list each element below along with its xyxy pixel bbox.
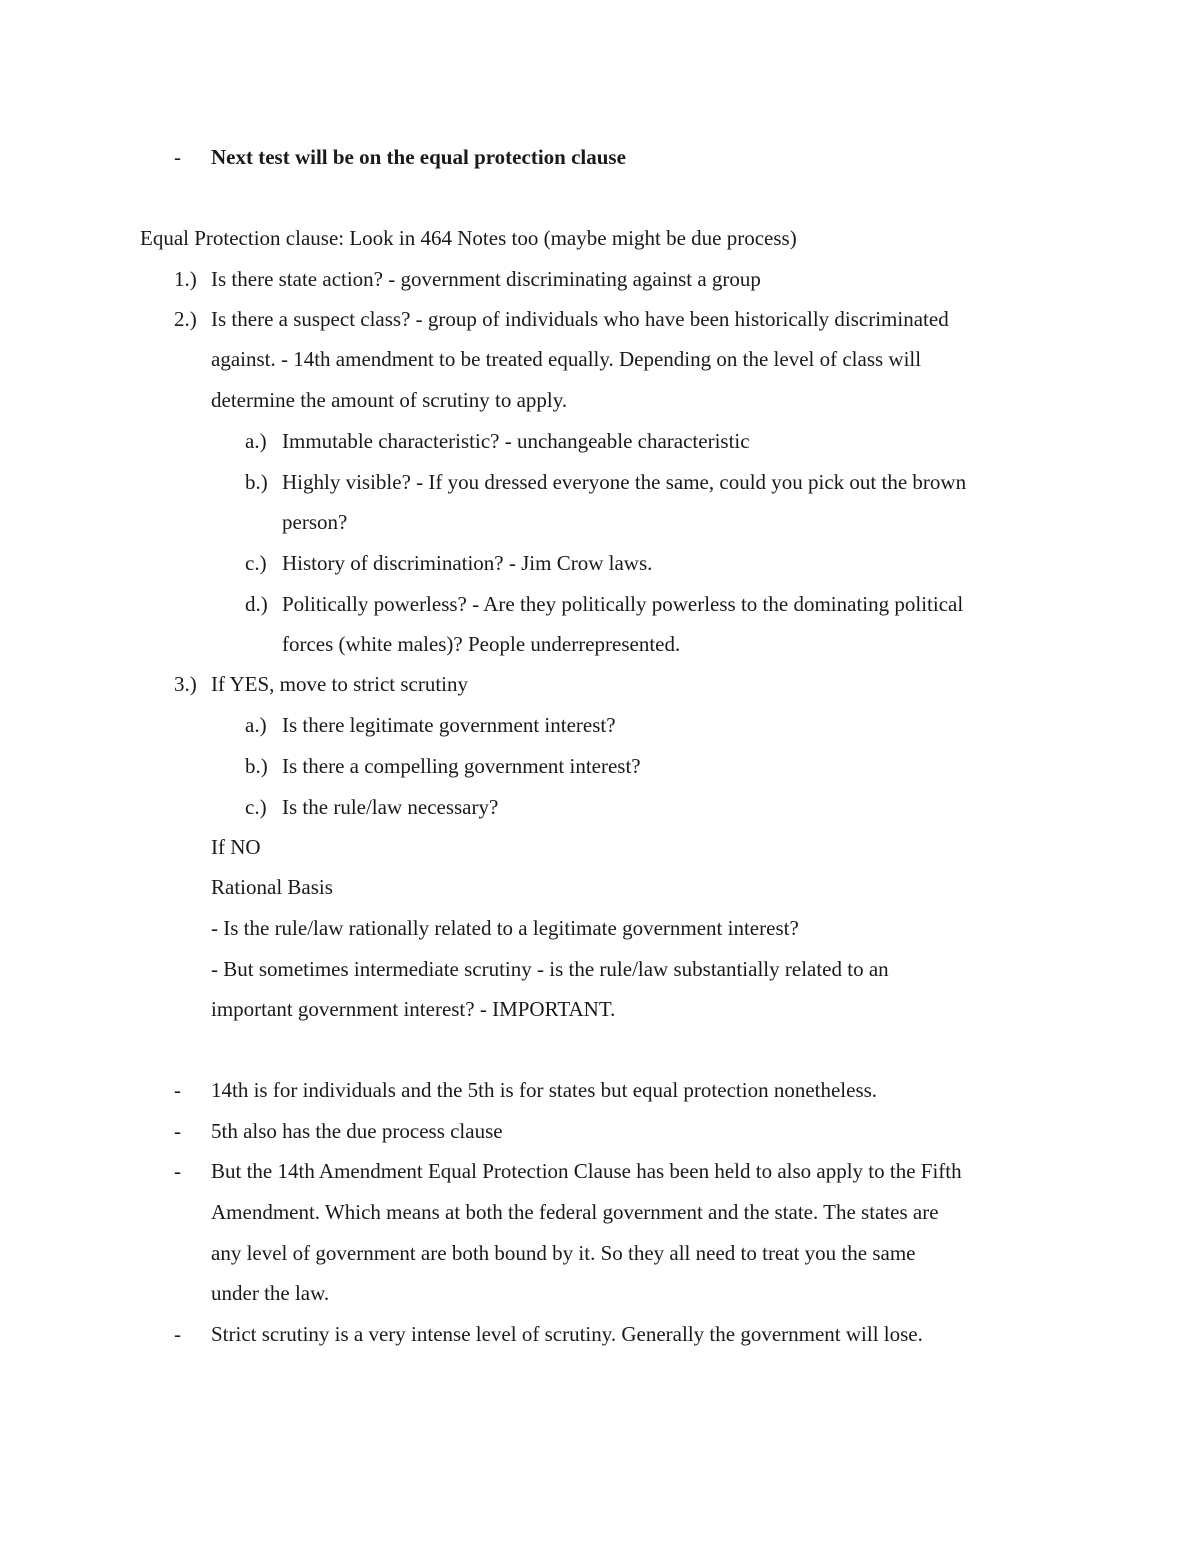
note-3-line-4: under the law. [211, 1281, 330, 1305]
step-2-line-1: Is there a suspect class? - group of individuals who have been historically discriminated [211, 307, 949, 331]
step-3-sub-b-marker: b.) [245, 754, 268, 778]
step-3-after-line-3: - Is the rule/law rationally related to a legitimate government interest? [211, 916, 799, 940]
step-3-after-line-2: Rational Basis [211, 875, 333, 899]
step-2-sub-b-marker: b.) [245, 470, 268, 494]
step-1-line-1: Is there state action? - government discriminating against a group [211, 267, 761, 291]
note-4-bullet: - [174, 1322, 181, 1346]
step-2-line-3: determine the amount of scrutiny to apply. [211, 388, 568, 412]
note-1-bullet: - [174, 1078, 181, 1102]
step-3-after-line-1: If NO [211, 835, 261, 859]
step-3-sub-c-marker: c.) [245, 795, 267, 819]
step-2-sub-d-marker: d.) [245, 592, 268, 616]
note-3-line-3: any level of government are both bound by it. So they all need to treat you the same [211, 1241, 916, 1265]
step-2-sub-b-line-2: person? [282, 510, 348, 534]
step-3-line-1: If YES, move to strict scrutiny [211, 672, 469, 696]
step-3-after-line-5: important government interest? - IMPORTANT. [211, 997, 616, 1021]
step-2-sub-b-line-1: Highly visible? - If you dressed everyone the same, could you pick out the brown [282, 470, 967, 494]
step-2-sub-d-line-2: forces (white males)? People underrepresented. [282, 632, 681, 656]
step-3-sub-a-marker: a.) [245, 713, 267, 737]
step-2-sub-a-line-1: Immutable characteristic? - unchangeable characteristic [282, 429, 750, 453]
note-2-line-1: 5th also has the due process clause [211, 1119, 503, 1143]
step-3-marker: 3.) [174, 672, 197, 696]
heading-bullet: - [174, 145, 181, 169]
step-2-sub-a-marker: a.) [245, 429, 267, 453]
note-1-line-1: 14th is for individuals and the 5th is for states but equal protection nonetheless. [211, 1078, 878, 1102]
step-2-sub-d-line-1: Politically powerless? - Are they politically powerless to the dominating political [282, 592, 964, 616]
note-3-bullet: - [174, 1159, 181, 1183]
note-4-line-1: Strict scrutiny is a very intense level of scrutiny. Generally the government will lose. [211, 1322, 923, 1346]
intro-text: Equal Protection clause: Look in 464 Notes too (maybe might be due process) [140, 226, 797, 250]
step-3-after-line-4: - But sometimes intermediate scrutiny - is the rule/law substantially related to an [211, 957, 889, 981]
note-2-bullet: - [174, 1119, 181, 1143]
note-3-line-1: But the 14th Amendment Equal Protection Clause has been held to also apply to the Fifth [211, 1159, 962, 1183]
step-2-sub-c-line-1: History of discrimination? - Jim Crow laws. [282, 551, 653, 575]
step-2-marker: 2.) [174, 307, 197, 331]
step-1-marker: 1.) [174, 267, 197, 291]
note-3-line-2: Amendment. Which means at both the federal government and the state. The states are [211, 1200, 939, 1224]
step-2-line-2: against. - 14th amendment to be treated equally. Depending on the level of class will [211, 347, 922, 371]
step-3-sub-a-line-1: Is there legitimate government interest? [282, 713, 616, 737]
heading-text: Next test will be on the equal protection clause [211, 145, 626, 169]
step-3-sub-b-line-1: Is there a compelling government interest? [282, 754, 641, 778]
step-3-sub-c-line-1: Is the rule/law necessary? [282, 795, 499, 819]
step-2-sub-c-marker: c.) [245, 551, 267, 575]
